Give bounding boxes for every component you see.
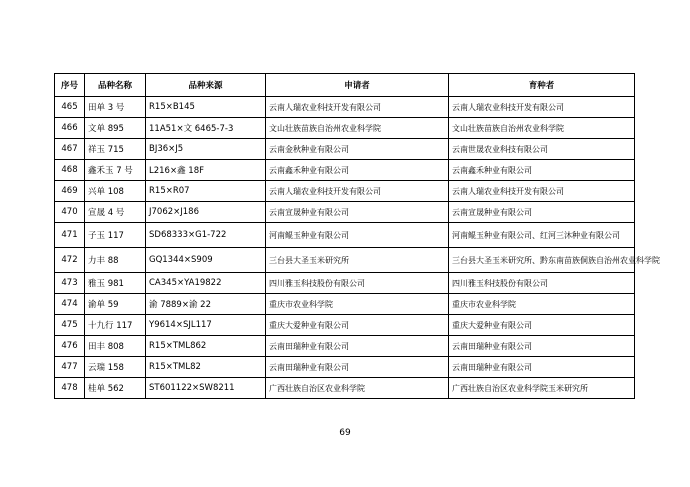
cell-breeder: 四川雅玉科技股份有限公司 xyxy=(449,273,635,294)
table-row xyxy=(55,378,635,399)
table-row xyxy=(55,202,635,223)
cell-breeder: 云南宣晟种业有限公司 xyxy=(449,202,635,223)
cell-no: 472 xyxy=(55,248,85,273)
table-row xyxy=(55,315,635,336)
cell-variety-name: 文单 895 xyxy=(85,118,146,139)
cell-breeder: 重庆市农业科学院 xyxy=(449,294,635,315)
cell-no: 475 xyxy=(55,315,85,336)
table-row xyxy=(55,160,635,181)
cell-variety-name: 力丰 88 xyxy=(85,248,146,273)
variety-table xyxy=(54,73,660,399)
cell-no: 471 xyxy=(55,223,85,248)
cell-variety-name: 兴单 108 xyxy=(85,181,146,202)
cell-variety-source: 渝 7889×渝 22 xyxy=(146,294,266,315)
cell-no: 465 xyxy=(55,97,85,118)
cell-variety-name: 渝单 59 xyxy=(85,294,146,315)
cell-variety-source: R15×TML862 xyxy=(146,336,266,357)
table-row xyxy=(55,118,635,139)
header-variety-name: 品种名称 xyxy=(85,74,146,97)
cell-variety-source: R15×TML82 xyxy=(146,357,266,378)
cell-applicant: 重庆市农业科学院 xyxy=(266,294,449,315)
cell-no: 469 xyxy=(55,181,85,202)
cell-variety-name: 桂单 562 xyxy=(85,378,146,399)
cell-variety-name: 田单 3 号 xyxy=(85,97,146,118)
cell-applicant: 广西壮族自治区农业科学院 xyxy=(266,378,449,399)
cell-breeder: 云南人瑞农业科技开发有限公司 xyxy=(449,181,635,202)
cell-variety-name: 田丰 808 xyxy=(85,336,146,357)
cell-applicant: 云南人瑞农业科技开发有限公司 xyxy=(266,181,449,202)
cell-applicant: 云南宣晟种业有限公司 xyxy=(266,202,449,223)
cell-no: 478 xyxy=(55,378,85,399)
cell-breeder: 云南世晟农业科技有限公司 xyxy=(449,139,635,160)
table-row xyxy=(55,97,635,118)
cell-applicant: 文山壮族苗族自治州农业科学院 xyxy=(266,118,449,139)
cell-no: 473 xyxy=(55,273,85,294)
cell-variety-name: 雅玉 981 xyxy=(85,273,146,294)
cell-applicant: 云南田瑞种业有限公司 xyxy=(266,336,449,357)
cell-applicant: 三台县大圣玉米研究所 xyxy=(266,248,449,273)
cell-variety-name: 鑫禾玉 7 号 xyxy=(85,160,146,181)
cell-variety-source: CA345×YA19822 xyxy=(146,273,266,294)
cell-applicant: 云南人瑞农业科技开发有限公司 xyxy=(266,97,449,118)
cell-applicant: 云南鑫禾种业有限公司 xyxy=(266,160,449,181)
page-number: 69 xyxy=(339,428,351,438)
cell-variety-source: Y9614×SJL117 xyxy=(146,315,266,336)
table-row xyxy=(55,336,635,357)
table-header-row xyxy=(55,74,635,97)
cell-breeder: 云南田瑞种业有限公司 xyxy=(449,357,635,378)
cell-no: 467 xyxy=(55,139,85,160)
cell-applicant: 四川雅玉科技股份有限公司 xyxy=(266,273,449,294)
cell-no: 476 xyxy=(55,336,85,357)
cell-variety-source: J7062×J186 xyxy=(146,202,266,223)
header-variety-source: 品种来源 xyxy=(146,74,266,97)
table-row xyxy=(55,273,635,294)
cell-variety-source: R15×B145 xyxy=(146,97,266,118)
cell-variety-source: R15×R07 xyxy=(146,181,266,202)
cell-variety-name: 宣晟 4 号 xyxy=(85,202,146,223)
cell-applicant: 重庆大爱种业有限公司 xyxy=(266,315,449,336)
table-row xyxy=(55,181,635,202)
cell-applicant: 云南田瑞种业有限公司 xyxy=(266,357,449,378)
cell-breeder: 广西壮族自治区农业科学院玉米研究所 xyxy=(449,378,635,399)
table-row xyxy=(55,248,635,273)
cell-applicant: 河南鲲玉种业有限公司 xyxy=(266,223,449,248)
cell-breeder: 三台县大圣玉米研究所、黔东南苗族侗族自治州农业科学院 xyxy=(449,248,635,273)
cell-variety-source: 11A51×文 6465-7-3 xyxy=(146,118,266,139)
table-row xyxy=(55,223,635,248)
cell-breeder: 重庆大爱种业有限公司 xyxy=(449,315,635,336)
cell-no: 468 xyxy=(55,160,85,181)
cell-breeder: 河南鲲玉种业有限公司、红河三沐种业有限公司 xyxy=(449,223,635,248)
cell-variety-name: 云瑞 158 xyxy=(85,357,146,378)
cell-variety-source: SD68333×G1-722 xyxy=(146,223,266,248)
table-row xyxy=(55,357,635,378)
cell-applicant: 云南金秋种业有限公司 xyxy=(266,139,449,160)
header-breeder: 育种者 xyxy=(449,74,635,97)
cell-no: 477 xyxy=(55,357,85,378)
cell-no: 474 xyxy=(55,294,85,315)
cell-no: 466 xyxy=(55,118,85,139)
cell-breeder: 云南鑫禾种业有限公司 xyxy=(449,160,635,181)
cell-variety-source: L216×鑫 18F xyxy=(146,160,266,181)
cell-breeder: 云南田瑞种业有限公司 xyxy=(449,336,635,357)
cell-variety-name: 子玉 117 xyxy=(85,223,146,248)
cell-variety-source: BJ36×J5 xyxy=(146,139,266,160)
cell-variety-source: GQ1344×S909 xyxy=(146,248,266,273)
header-applicant: 申请者 xyxy=(266,74,449,97)
cell-no: 470 xyxy=(55,202,85,223)
cell-variety-source: ST601122×SW8211 xyxy=(146,378,266,399)
cell-breeder: 文山壮族苗族自治州农业科学院 xyxy=(449,118,635,139)
table-row xyxy=(55,294,635,315)
header-no: 序号 xyxy=(55,74,85,97)
cell-breeder: 云南人瑞农业科技开发有限公司 xyxy=(449,97,635,118)
table-row xyxy=(55,139,635,160)
cell-variety-name: 祥玉 715 xyxy=(85,139,146,160)
cell-variety-name: 十九行 117 xyxy=(85,315,146,336)
